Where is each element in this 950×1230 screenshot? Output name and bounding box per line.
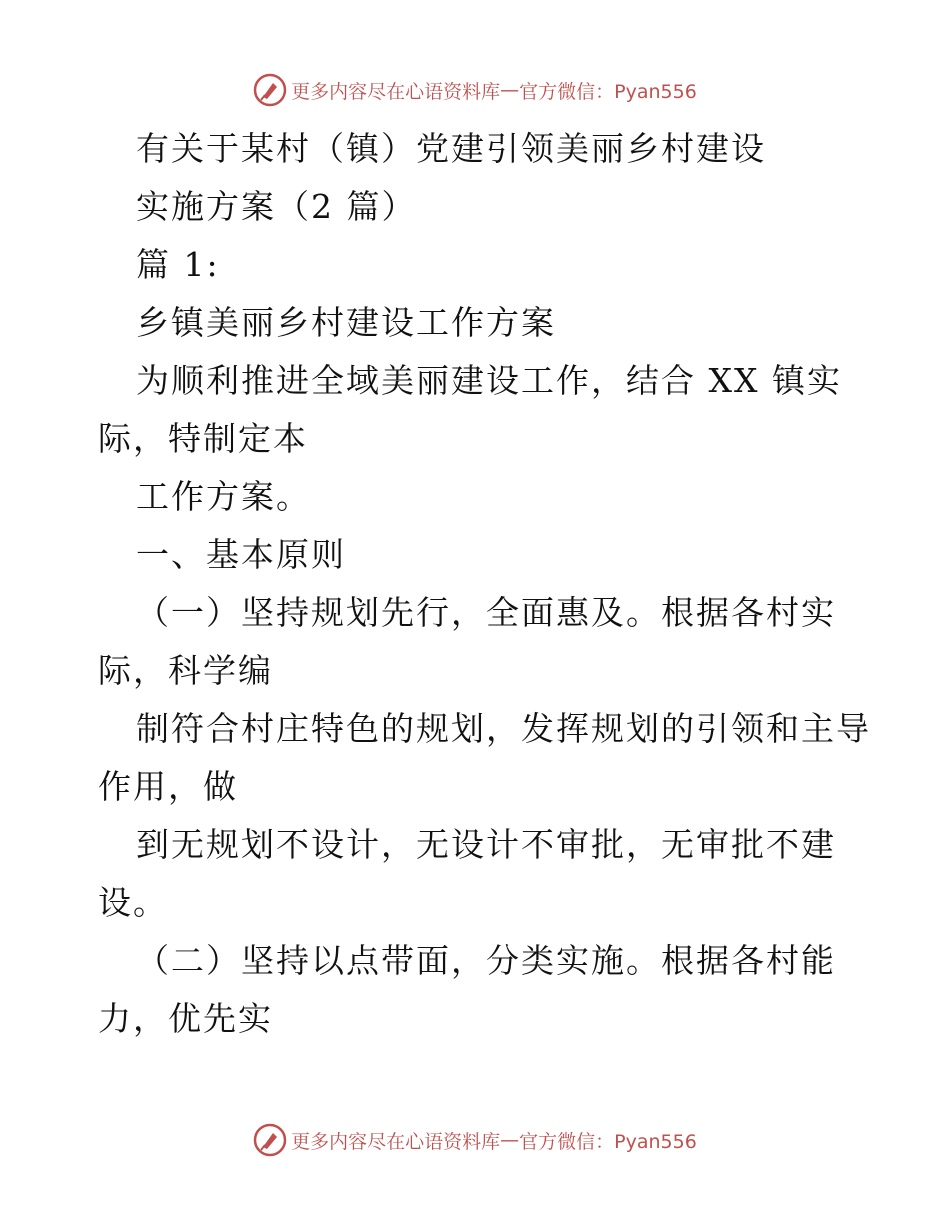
watermark-wechat: 官方微信：Pyan556 [519, 80, 697, 103]
watermark-text: 更多内容尽在心语资料库 [291, 1130, 501, 1153]
watermark-separator: — [500, 1129, 520, 1151]
watermark-wechat: 官方微信：Pyan556 [519, 1130, 697, 1153]
paragraph-line: （一）坚持规划先行，全面惠及。根据各村实 [136, 593, 836, 632]
watermark-text: 更多内容尽在心语资料库 [291, 80, 501, 103]
paragraph-line: 制符合村庄特色的规划，发挥规划的引领和主导 [136, 709, 871, 748]
doc-title-line-1: 有关于某村（镇）党建引领美丽乡村建设 [136, 129, 766, 168]
watermark-separator: — [500, 79, 520, 101]
paragraph-line: 际，特制定本 [98, 419, 308, 458]
paragraph-line: 设。 [98, 883, 168, 922]
heading-basic-principles: 一、基本原则 [136, 535, 346, 574]
section-title: 乡镇美丽乡村建设工作方案 [136, 303, 556, 342]
document-body [98, 120, 871, 1048]
paragraph-line: 作用，做 [98, 767, 238, 806]
watermark-header [0, 70, 950, 110]
pen-nib-icon [253, 73, 287, 107]
paragraph-line: 力，优先实 [98, 999, 273, 1038]
paragraph-line: （二）坚持以点带面，分类实施。根据各村能 [136, 941, 836, 980]
section-label: 篇 1: [136, 245, 220, 284]
pen-nib-icon [253, 1123, 287, 1157]
paragraph-line: 际，科学编 [98, 651, 273, 690]
paragraph-line: 为顺利推进全域美丽建设工作，结合 XX 镇实 [136, 361, 842, 400]
paragraph-line: 工作方案。 [136, 477, 311, 516]
doc-title-line-2: 实施方案（2 篇） [136, 187, 417, 226]
paragraph-line: 到无规划不设计，无设计不审批，无审批不建 [136, 825, 836, 864]
watermark-footer [0, 1120, 950, 1160]
